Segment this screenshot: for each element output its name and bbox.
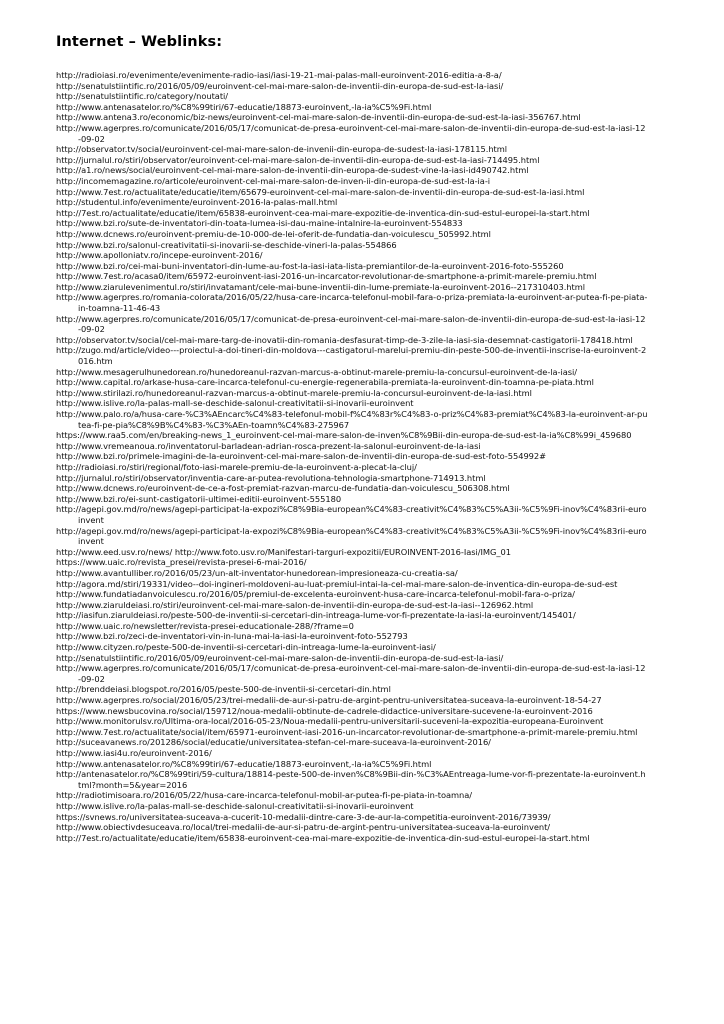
weblink-item[interactable]: http://www.agerpres.ro/social/2016/05/23/trei-medalii-de-aur-si-patru-de-argint-pentru-universitatea-suceava-la-euroinvent-18-54-27 <box>56 695 602 706</box>
weblink-item[interactable]: http://www.capital.ro/arkase-husa-care-incarca-telefonul-cu-energie-regenerabila-premiata-la-euroinvent-din-toamna-pe-piata.html <box>56 377 594 388</box>
weblink-item[interactable]: http://www.antena3.ro/economic/biz-news/euroinvent-cel-mai-mare-salon-de-inventii-din-europa-de-sud-est-la-iasi-356767.html <box>56 112 581 123</box>
weblink-item[interactable]: http://www.dcnews.ro/euroinvent-de-ce-a-fost-premiat-razvan-marcu-de-fundatia-dan-voiculescu_506308.html <box>56 483 510 494</box>
weblink-item[interactable]: http://www.uaic.ro/newsletter/revista-presei-educationale-288/?frame=0 <box>56 620 354 631</box>
page-title: Internet – Weblinks: <box>56 34 223 50</box>
weblink-item[interactable]: http://agepi.gov.md/ro/news/agepi-participat-la-expozi%C8%9Bia-european%C4%83-creativit%C4%83%C5%A3ii-%C5%9Fi-inov%C4%83rii-euroinvent <box>56 504 647 525</box>
weblink-item[interactable]: http://7est.ro/actualitate/educatie/item/65838-euroinvent-cea-mai-mare-expozitie-de-inventica-din-sud-estul-europei-la-start.html <box>56 207 590 218</box>
weblink-item[interactable]: http://www.antenasatelor.ro/%C8%99tiri/67-educatie/18873-euroinvent,-la-ia%C5%9Fi.html <box>56 101 432 112</box>
weblink-item[interactable]: http://www.bzi.ro/cei-mai-buni-inventatori-din-lume-au-fost-la-iasi-iata-lista-premiantilor-de-la-euroinvent-2016-foto-555260 <box>56 260 564 271</box>
weblink-item[interactable]: http://incomemagazine.ro/articole/euroinvent-cel-mai-mare-salon-de-inven-ii-din-europa-de-sud-est-la-ia-i <box>56 175 491 186</box>
weblink-item[interactable]: http://www.antenasatelor.ro/%C8%99tiri/67-educatie/18873-euroinvent,-la-ia%C5%9Fi.html <box>56 758 432 769</box>
weblink-item[interactable]: http://www.islive.ro/la-palas-mall-se-deschide-salonul-creativitatii-si-inovarii-euroinvent <box>56 800 414 811</box>
weblink-item[interactable]: http://www.bzi.ro/sute-de-inventatori-din-toata-lumea-isi-dau-maine-intalnire-la-euroinvent-554833 <box>56 218 463 229</box>
weblink-item[interactable]: http://senatulstiintific.ro/2016/05/09/euroinvent-cel-mai-mare-salon-de-inventii-din-europa-de-sud-est-la-iasi/ <box>56 80 504 91</box>
weblink-item[interactable]: http://radioiasi.ro/evenimente/evenimente-radio-iasi/iasi-19-21-mai-palas-mall-euroinvent-2016-editia-a-8-a/ <box>56 70 502 80</box>
weblink-item[interactable]: http://www.fundatiadanvoiculescu.ro/2016/05/premiul-de-excelenta-euroinvent-husa-care-incarca-telefonul-mobil-fara-o-priza/ <box>56 589 575 600</box>
weblink-item[interactable]: http://www.obiectivdesuceava.ro/local/trei-medalii-de-aur-si-patru-de-argint-pentru-universitatea-suceava-la-euroinvent/ <box>56 822 551 833</box>
weblink-item[interactable]: http://www.bzi.ro/primele-imagini-de-la-euroinvent-cel-mai-mare-salon-de-inventii-din-europa-de-sud-est-foto-554992# <box>56 451 547 462</box>
document-page <box>56 34 648 843</box>
weblink-item[interactable]: https://www.newsbucovina.ro/social/159712/noua-medalii-obtinute-de-cadrele-didactice-universitare-sucevene-la-euroinvent-2016 <box>56 705 593 716</box>
weblink-item[interactable]: http://studentul.info/evenimente/euroinvent-2016-la-palas-mall.html <box>56 197 338 208</box>
weblink-item[interactable]: http://agepi.gov.md/ro/news/agepi-participat-la-expozi%C8%9Bia-european%C4%83-creativit%C4%83%C5%A3ii-%C5%9Fi-inov%C4%83rii-euroinvent <box>56 525 647 547</box>
weblink-item[interactable]: http://www.islive.ro/la-palas-mall-se-deschide-salonul-creativitatii-si-inovarii-euroinvent <box>56 398 414 409</box>
weblink-item[interactable]: http://www.avantulliber.ro/2016/05/23/un-alt-inventator-hunedorean-impresioneaza-cu-creatia-sa/ <box>56 567 458 578</box>
weblink-item[interactable]: http://www.ziarulevenimentul.ro/stiri/invatamant/cele-mai-bune-inventii-din-lume-premiate-la-euroinvent-2016--217310403.html <box>56 281 585 292</box>
weblink-item[interactable]: http://www.cityzen.ro/peste-500-de-inventii-si-cercetari-din-intreaga-lume-la-euroinvent-iasi/ <box>56 642 436 653</box>
weblink-item[interactable]: http://www.ziaruldeiasi.ro/stiri/euroinvent-cel-mai-mare-salon-de-inventii-din-europa-de-sud-est-la-iasi--126962.html <box>56 599 534 610</box>
weblink-item[interactable]: https://www.raa5.com/en/breaking-news_1_euroinvent-cel-mai-mare-salon-de-inven%C8%9Bii-din-europa-de-sud-est-la-ia%C8%99i_459680 <box>56 430 632 441</box>
weblink-item[interactable]: http://www.agerpres.ro/comunicate/2016/05/17/comunicat-de-presa-euroinvent-cel-mai-mare-salon-de-inventii-din-europa-de-sud-est-la-iasi-12-09-02 <box>56 663 646 684</box>
weblink-item[interactable]: http://www.agerpres.ro/comunicate/2016/05/17/comunicat-de-presa-euroinvent-cel-mai-mare-salon-de-inventii-din-europa-de-sud-est-la-iasi-12-09-02 <box>56 122 646 144</box>
weblink-item[interactable]: http://www.iasi4u.ro/euroinvent-2016/ <box>56 748 212 758</box>
weblink-item[interactable]: http://www.stirilazi.ro/hunedoreanul-razvan-marcus-a-obtinut-marele-premiu-la-concursul-euroinvent-de-la-iasi.html <box>56 387 532 398</box>
weblink-item[interactable]: http://www.7est.ro/actualitate/educatie/item/65679-euroinvent-cel-mai-mare-salon-de-inventii-din-europa-de-sud-est-la-iasi.html <box>56 186 585 197</box>
weblink-item[interactable]: https://svnews.ro/universitatea-suceava-a-cucerit-10-medalii-dintre-care-3-de-aur-la-competitia-euroinvent-2016/73939/ <box>56 811 551 822</box>
weblink-item[interactable]: http://observator.tv/social/cel-mai-mare-targ-de-inovatii-din-romania-desfasurat-timp-de-3-zile-la-iasi-sia-desemnat-castigatorii-178418.html <box>56 334 633 345</box>
weblink-item[interactable]: http://www.mesagerulhunedorean.ro/hunedoreanul-razvan-marcus-a-obtinut-marele-premiu-la-concursul-euroinvent-de-la-iasi/ <box>56 366 578 377</box>
weblink-item[interactable]: http://iasifun.ziaruldeiasi.ro/peste-500-de-inventii-si-cercetari-din-intreaga-lume-vor-fi-prezentate-la-iasi-la-euroinvent/145401/ <box>56 610 576 621</box>
weblink-item[interactable]: http://www.bzi.ro/zeci-de-inventatori-vin-in-luna-mai-la-iasi-la-euroinvent-foto-552793 <box>56 631 408 642</box>
weblinks-list <box>56 70 648 843</box>
weblink-item[interactable]: http://senatulstiintific.ro/category/noutati/ <box>56 91 229 102</box>
weblink-item[interactable]: http://www.bzi.ro/salonul-creativitatii-si-inovarii-se-deschide-vineri-la-palas-554866 <box>56 239 397 250</box>
weblink-item[interactable]: http://www.agerpres.ro/romania-colorata/2016/05/22/husa-care-incarca-telefonul-mobil-fara-o-priza-premiata-la-euroinvent-ar-putea-fi-pe-piata-in-toamna-11-46-43 <box>56 292 648 314</box>
weblink-item[interactable]: http://a1.ro/news/social/euroinvent-cel-mai-mare-salon-de-inventii-din-europa-de-sudest-vine-la-iasi-id490742.html <box>56 165 529 176</box>
weblink-item[interactable]: http://www.7est.ro/acasa0/item/65972-euroinvent-iasi-2016-un-incarcator-revolutionar-de-smartphone-a-primit-marele-premiu.html <box>56 271 597 282</box>
weblink-item[interactable]: http://radioiasi.ro/stiri/regional/foto-iasi-marele-premiu-de-la-euroinvent-a-plecat-la-cluj/ <box>56 461 417 472</box>
weblink-item[interactable]: http://jurnalul.ro/stiri/observator/euroinvent-cel-mai-mare-salon-de-inventii-din-europa-de-sud-est-la-iasi-714495.html <box>56 154 540 165</box>
weblink-item[interactable]: http://jurnalul.ro/stiri/observator/inventia-care-ar-putea-revolutiona-tehnologia-smartphone-714913.html <box>56 472 486 483</box>
weblink-item[interactable]: https://www.uaic.ro/revista_presei/revista-presei-6-mai-2016/ <box>56 557 307 568</box>
weblink-item[interactable]: http://www.palo.ro/a/husa-care-%C3%AEncarc%C4%83-telefonul-mobil-f%C4%83r%C4%83-o-priz%C4%83-premiat%C4%83-la-euroinvent-ar-putea-fi-pe-pia%C8%9B%C4%83-%C3%AEn-toamn%C4%83-275967 <box>56 409 648 430</box>
weblink-item[interactable]: http://www.bzi.ro/ei-sunt-castigatorii-ultimei-editii-euroinvent-555180 <box>56 493 342 504</box>
weblink-item[interactable]: http://7est.ro/actualitate/educatie/item/65838-euroinvent-cea-mai-mare-expozitie-de-inventica-din-sud-estul-europei-la-start.html <box>56 832 590 843</box>
weblink-item[interactable]: http://www.agerpres.ro/comunicate/2016/05/17/comunicat-de-presa-euroinvent-cel-mai-mare-salon-de-inventii-din-europa-de-sud-est-la-iasi-12-09-02 <box>56 313 646 335</box>
weblink-item[interactable]: http://www.apolloniatv.ro/incepe-euroinvent-2016/ <box>56 250 263 261</box>
weblink-item[interactable]: http://www.monitorulsv.ro/Ultima-ora-local/2016-05-23/Noua-medalii-pentru-universitarii-suceveni-la-expozitia-europeana-Euroinvent <box>56 716 604 727</box>
weblink-item[interactable]: http://senatulstiintific.ro/2016/05/09/euroinvent-cel-mai-mare-salon-de-inventii-din-europa-de-sud-est-la-iasi/ <box>56 652 504 663</box>
weblink-item[interactable]: http://zugo.md/article/video---proiectul-a-doi-tineri-din-moldova---castigatorul-marelui-premiu-din-peste-500-de-inventii-inscrise-la-euroinvent-2016.htm <box>56 345 647 367</box>
weblink-item[interactable]: http://www.dcnews.ro/euroinvent-premiu-de-10-000-de-lei-oferit-de-fundatia-dan-voiculescu_505992.html <box>56 228 491 239</box>
weblink-item[interactable]: http://agora.md/stiri/19331/video--doi-ingineri-moldoveni-au-luat-premiul-intai-la-cel-mai-mare-salon-de-inventica-din-europa-de-sud-est <box>56 578 618 589</box>
weblink-item[interactable]: http://brenddeiasi.blogspot.ro/2016/05/peste-500-de-inventii-si-cercetari-din.html <box>56 684 391 695</box>
weblink-item[interactable]: http://suceavanews.ro/201286/social/educatie/universitatea-stefan-cel-mare-suceava-la-euroinvent-2016/ <box>56 737 491 748</box>
weblink-item[interactable]: http://www.eed.usv.ro/news/ http://www.foto.usv.ro/Manifestari-targuri-expozitii/EUROINVENT-2016-Iasi/IMG_01 <box>56 546 511 557</box>
weblink-item[interactable]: http://www.7est.ro/actualitate/social/item/65971-euroinvent-iasi-2016-un-incarcator-revolutionar-de-smartphone-a-primit-marele-premiu.html <box>56 726 638 737</box>
weblink-item[interactable]: http://observator.tv/social/euroinvent-cel-mai-mare-salon-de-invenii-din-europa-de-sudest-la-iasi-178115.html <box>56 144 508 155</box>
weblink-item[interactable]: http://radiotimisoara.ro/2016/05/22/husa-care-incarca-telefonul-mobil-ar-putea-fi-pe-piata-in-toamna/ <box>56 790 473 801</box>
weblink-item[interactable]: http://antenasatelor.ro/%C8%99tiri/59-cultura/18814-peste-500-de-inven%C8%9Bii-din-%C3%AEntreaga-lume-vor-fi-prezentate-la-euroinvent.html?month=5&year=2016 <box>56 769 646 790</box>
weblink-item[interactable]: http://www.vremeanoua.ro/inventatorul-barladean-adrian-rosca-prezent-la-salonul-euroinvent-de-la-iasi <box>56 440 481 451</box>
